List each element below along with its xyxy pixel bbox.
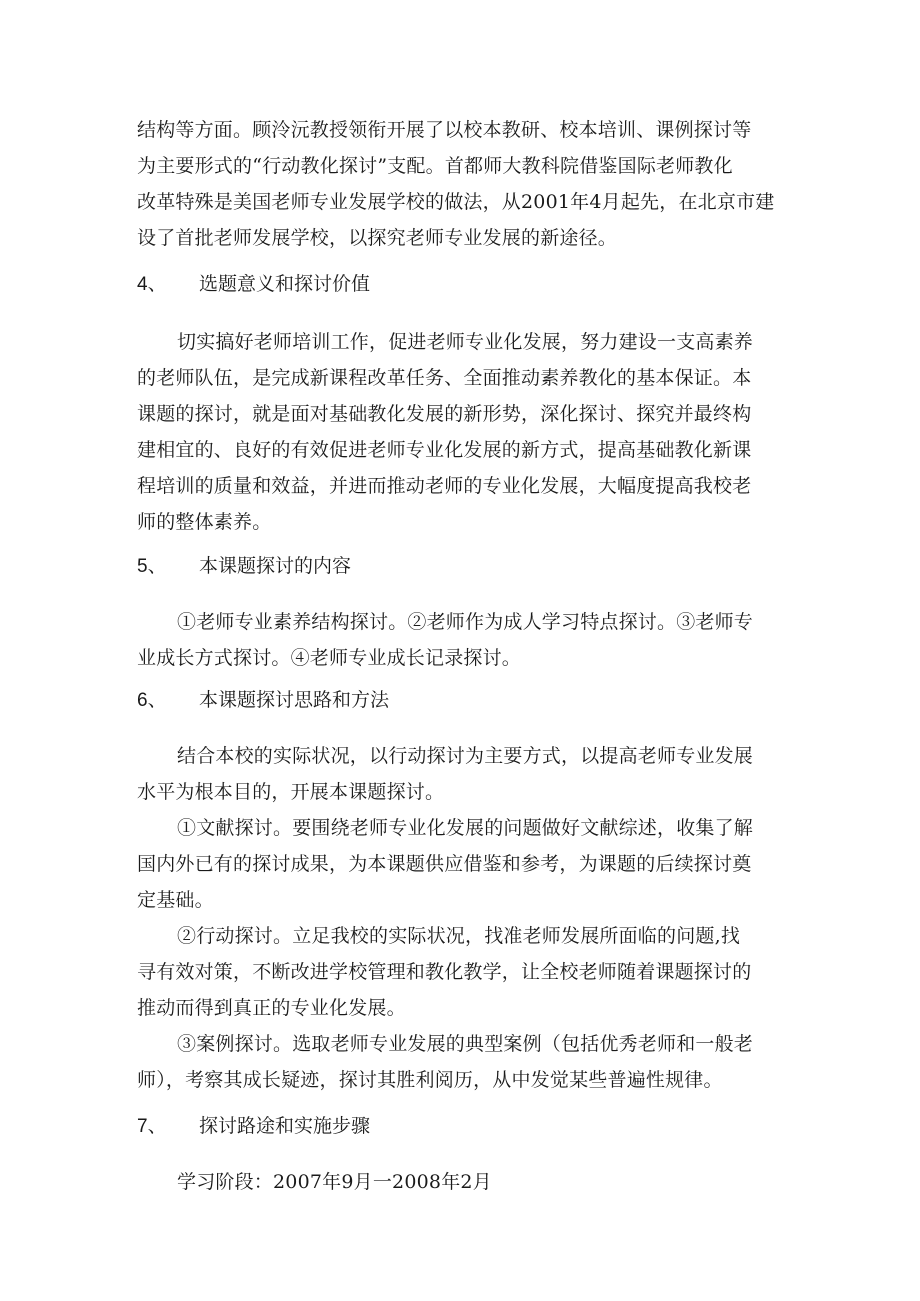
section-title: 本课题探讨思路和方法 [199,689,390,711]
section-title: 选题意义和探讨价值 [199,273,371,295]
section-5-line: 业成长方式探讨。④老师专业成长记录探讨。 [137,647,522,669]
method-2-line: 推动而得到真正的专业化发展。 [137,997,406,1019]
intro-line: 改革特殊是美国老师专业发展学校的做法，从2001年4月起先，在北京市建 [137,191,775,213]
section-4-line: 切实搞好老师培训工作，促进老师专业化发展，努力建设一支高素养 [177,331,754,353]
section-number: 7、 [137,1116,167,1137]
section-6-intro-line: 水平为根本目的，开展本课题探讨。 [137,781,445,803]
intro-line: 为主要形式的“行动教化探讨”支配。首都师大教科院借鉴国际老师教化 [137,155,733,177]
method-2-line: 寻有效对策，不断改进学校管理和教化教学，让全校老师随着课题探讨的 [137,961,752,983]
section-4-line: 的老师队伍，是完成新课程改革任务、全面推动素养教化的基本保证。本 [137,367,752,389]
section-5-line: ①老师专业素养结构探讨。②老师作为成人学习特点探讨。③老师专 [177,611,754,633]
section-4-heading [137,272,787,297]
section-4-line: 程培训的质量和效益，并进而推动老师的专业化发展，大幅度提高我校老 [137,475,752,497]
section-number: 4、 [137,274,167,295]
method-1-line: 国内外已有的探讨成果，为本课题供应借鉴和参考，为课题的后续探讨奠 [137,853,752,875]
method-3-line: 师），考察其成长疑迹，探讨其胜利阅历，从中发觉某些普遍性规律。 [137,1069,723,1091]
intro-line: 结构等方面。顾泠沅教授领衔开展了以校本教研、校本培训、课例探讨等 [137,119,752,141]
section-5-heading [137,554,787,579]
section-7-heading [137,1114,787,1139]
intro-line: 设了首批老师发展学校，以探究老师专业发展的新途径。 [137,227,618,249]
method-3-line: ③案例探讨。选取老师专业发展的典型案例（包括优秀老师和一般老 [177,1033,754,1055]
method-1-line: ①文献探讨。要围绕老师专业化发展的问题做好文献综述，收集了解 [177,817,754,839]
section-title: 本课题探讨的内容 [199,555,352,577]
section-4-line: 建相宜的、良好的有效促进老师专业化发展的新方式，提高基础教化新课 [137,439,752,461]
section-number: 5、 [137,556,167,577]
stage-line: 学习阶段：2007年9月一2008年2月 [177,1171,492,1193]
section-4-line: 课题的探讨，就是面对基础教化发展的新形势，深化探讨、探究并最终构 [137,403,752,425]
section-6-intro-line: 结合本校的实际状况，以行动探讨为主要方式，以提高老师专业发展 [177,745,754,767]
method-2-line: ②行动探讨。立足我校的实际状况，找准老师发展所面临的问题,找 [177,925,741,947]
section-title: 探讨路途和实施步骤 [199,1115,371,1137]
section-6-heading [137,688,787,713]
section-number: 6、 [137,690,167,711]
section-4-line: 师的整体素养。 [137,511,272,533]
method-1-line: 定基础。 [137,889,214,911]
